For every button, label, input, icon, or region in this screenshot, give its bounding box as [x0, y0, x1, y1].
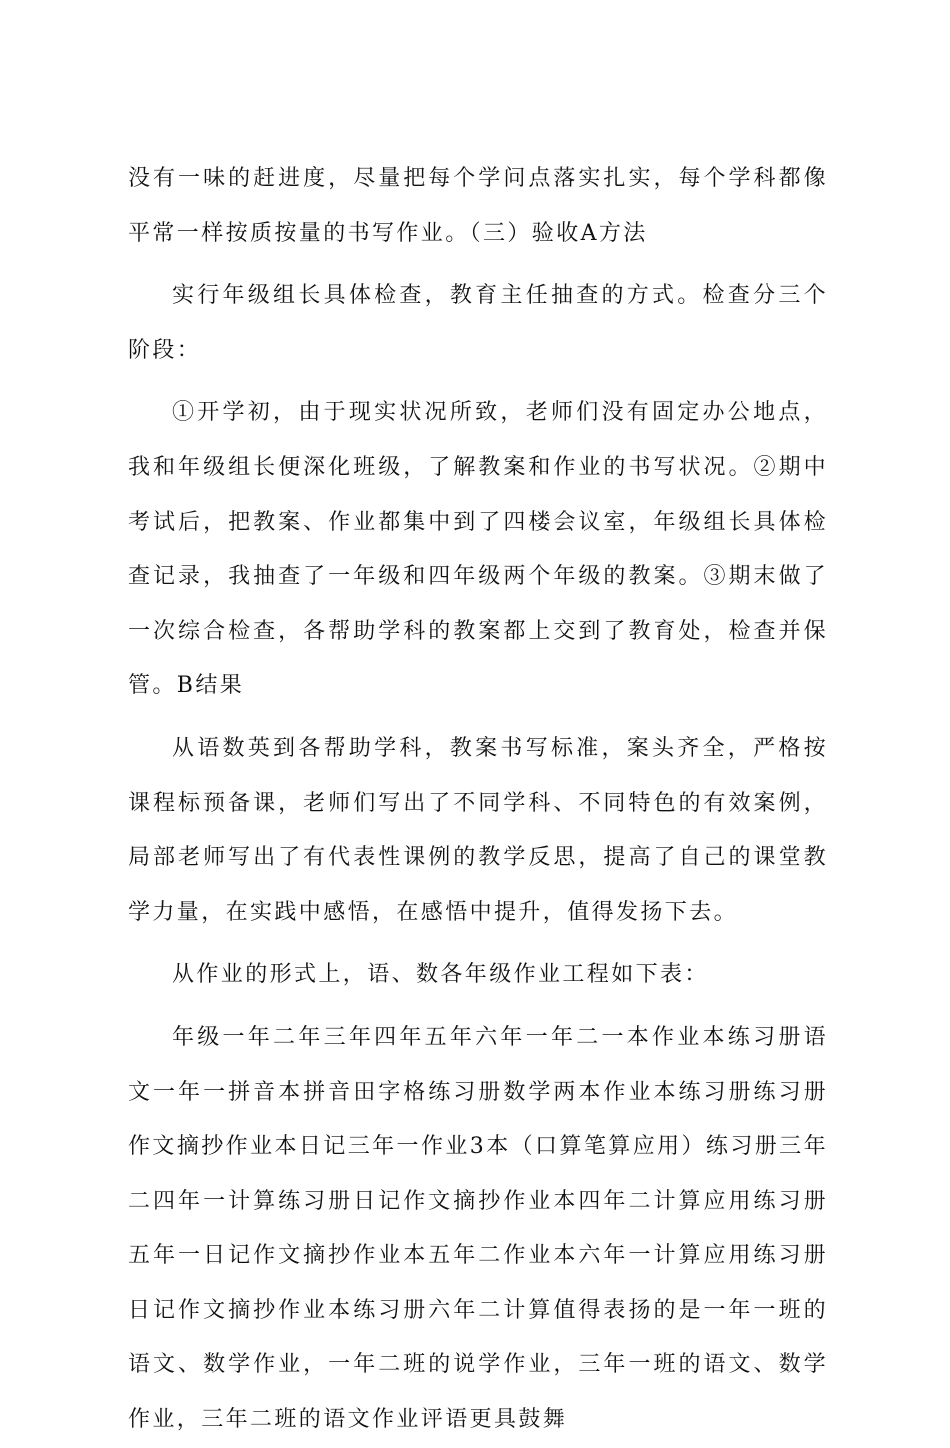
paragraph-inspection-method: 实行年级组长具体检查，教育主任抽查的方式。检查分三个阶段：	[128, 283, 828, 363]
paragraph-results: 从语数英到各帮助学科，教案书写标准，案头齐全，严格按课程标预备课，老师们写出了不同学科、不同特色的有效案例，局部老师写出了有代表性课例的教学反思，提高了自己的课堂教学力量，在实践中感悟，在感悟中提升，值得发扬下去。	[128, 735, 828, 925]
paragraph-continuation: 没有一味的赶进度，尽量把每个学问点落实扎实，每个学科都像平常一样按质按量的书写作业。（三）验收A方法	[128, 166, 828, 246]
paragraph-homework-form: 从作业的形式上，语、数各年级作业工程如下表：	[172, 962, 709, 988]
document-body	[128, 152, 828, 1448]
paragraph-three-stages: ①开学初，由于现实状况所致，老师们没有固定办公地点，我和年级组长便深化班级，了解教案和作业的书写状况。②期中考试后，把教案、作业都集中到了四楼会议室，年级组长具体检查记录，我抽查了一年级和四年级两个年级的教案。③期末做了一次综合检查，各帮助学科的教案都上交到了教育处，检查并保管。B结果	[128, 400, 828, 699]
paragraph-homework-table-text: 年级一年二年三年四年五年六年一年二一本作业本练习册语文一年一拼音本拼音田字格练习册数学两本作业本练习册练习册作文摘抄作业本日记三年一作业3本（口算笔算应用）练习册三年二四年一计算练习册日记作文摘抄作业本四年二计算应用练习册五年一日记作文摘抄作业本五年二作业本六年一计算应用练习册日记作文摘抄作业本练习册六年二计算值得表扬的是一年一班的语文、数学作业，一年二班的说学作业，三年一班的语文、数学作业，三年二班的语文作业评语更具鼓舞	[128, 1024, 828, 1433]
